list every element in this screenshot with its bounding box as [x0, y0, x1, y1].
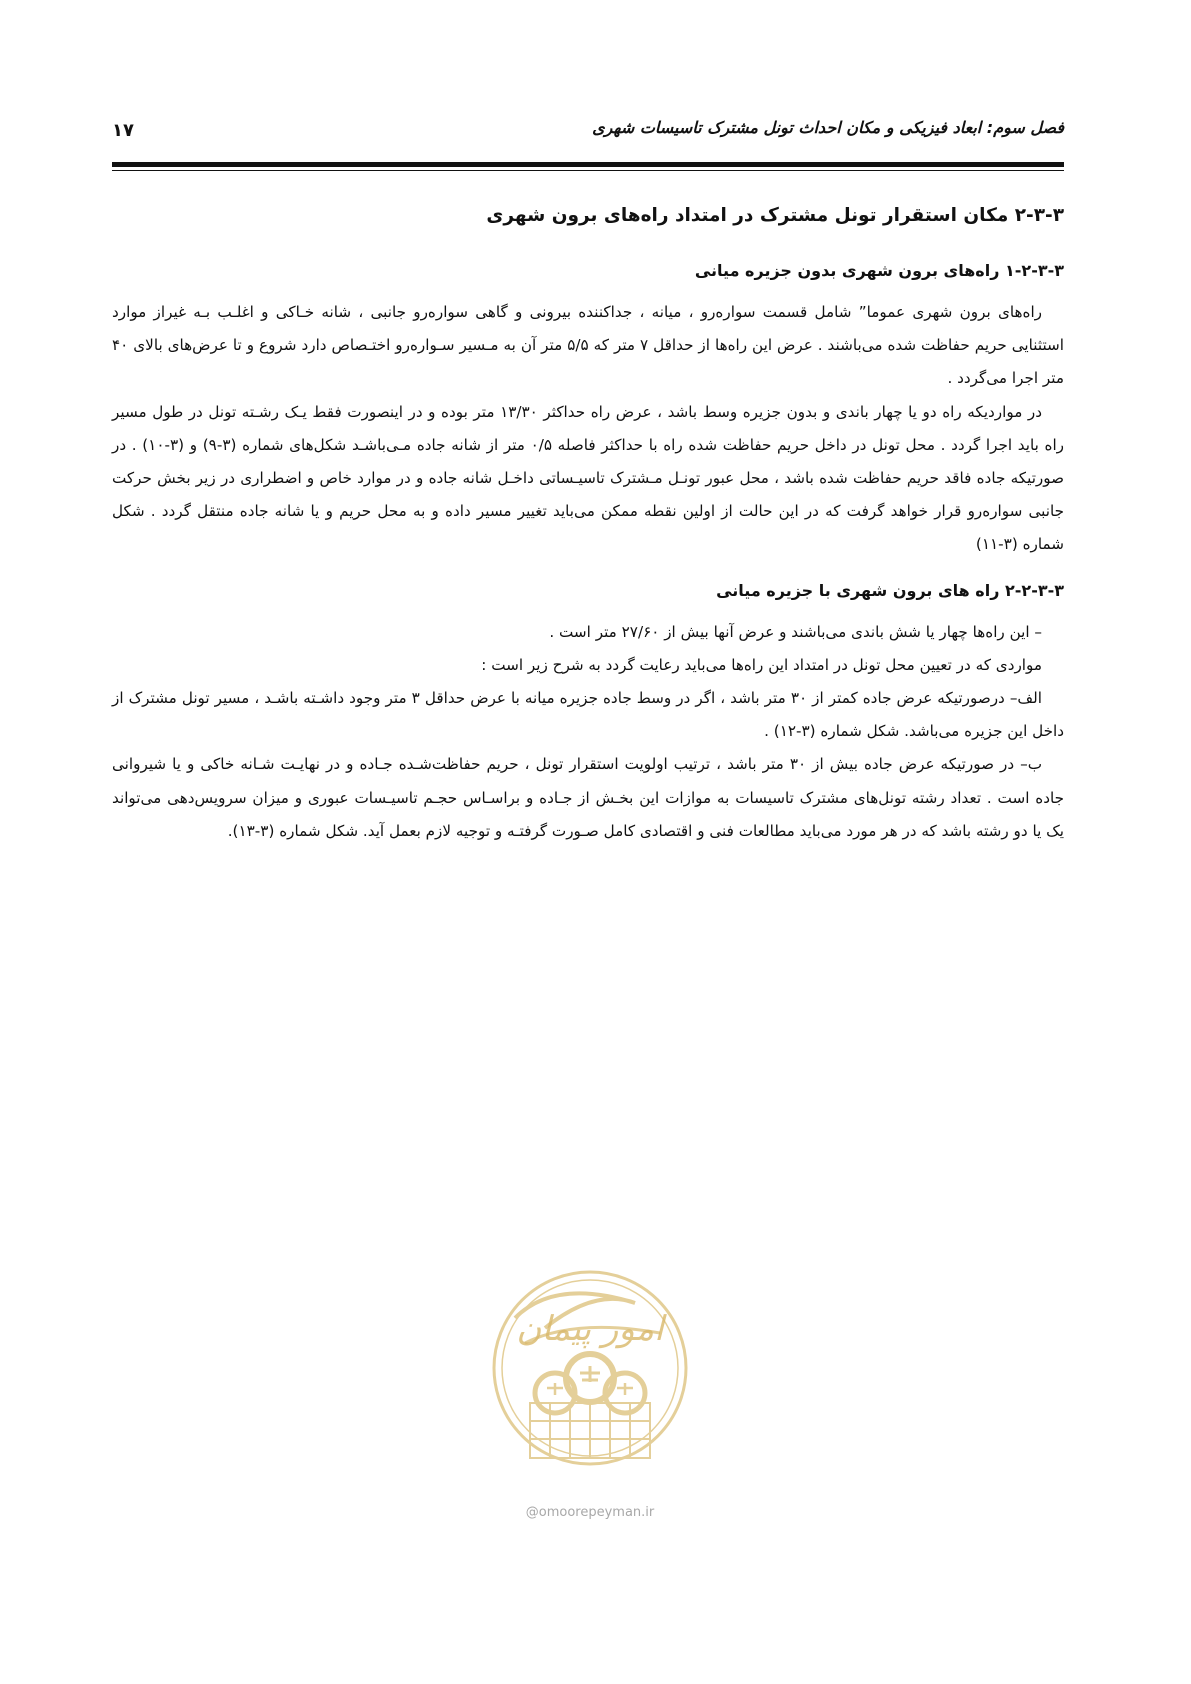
page-header — [112, 118, 1064, 152]
paragraph: راه‌های برون شهری عموما” شامل قسمت سواره‌رو ، میانه ، جداکننده بیرونی و گاهی سواره‌رو جانبی ، شانه خـاکی و اغلـب بـه غیراز موارد استثنایی حریم حفاظت شده می‌باشند . عرض این راه‌ها از حداقل ۷ متر که ۵/۵ متر آن به مـسیر سـواره‌رو اختـصاص دارد شروع و تا عرض‌های بالای ۴۰ متر اجرا می‌گردد . — [112, 303, 1064, 388]
logo-text: امور پیمان — [516, 1309, 664, 1349]
paragraph: ب– در صورتیکه عرض جاده بیش از ۳۰ متر باشد ، ترتیب اولویت استقرار تونل ، حریم حفاظت‌شـده جـاده و در نهایـت شـانه خاکی و یا شیروانی جاده است . تعداد رشته تونل‌های مشترک تاسیسات به موازات این بخـش از جـاده و براسـاس حجـم تاسیـسات عبوری و میزان سرویس‌دهی می‌تواند یک یا دو رشته باشد که در هر مورد می‌باید مطالعات فنی و اقتصادی کامل صـورت گرفتـه و توجیه لازم بعمل آید. شکل شماره (۳-۱۳). — [112, 755, 1064, 840]
subsection-heading-2: ۲-۲-۳-۳ راه های برون شهری با جزیره میانی — [716, 580, 1064, 600]
section-heading: ۲-۳-۳ مکان استقرار تونل مشترک در امتداد راه‌های برون شهری — [486, 205, 1064, 226]
paragraph: الف– درصورتیکه عرض جاده کمتر از ۳۰ متر باشد ، اگر در وسط جاده جزیره میانه با عرض حداقل ۳ متر وجود داشـته باشـد ، مسیر تونل مشترک از داخل این جزیره می‌باشد. شکل شماره (۳-۱۲) . — [112, 689, 1064, 741]
website-watermark: @omoorepeyman.ir — [525, 1505, 655, 1520]
list-item: – این راه‌ها چهار یا شش باندی می‌باشند و عرض آنها بیش از ۲۷/۶۰ متر است . — [549, 622, 1042, 641]
omoore-peyman-logo — [485, 1248, 695, 1498]
chapter-title: فصل سوم: ابعاد فیزیکی و مکان احداث تونل مشترک تاسیسات شهری — [592, 118, 1064, 137]
page-body — [112, 202, 1064, 848]
paragraph: در مواردیکه راه دو یا چهار باندی و بدون جزیره وسط باشد ، عرض راه حداکثر ۱۳/۳۰ متر بوده و در اینصورت فقط یـک رشـته تونل در طول مسیر راه باید اجرا گردد . محل تونل در داخل حریم حفاظت شده راه با حداکثر فاصله ۰/۵ متر از شانه جاده مـی‌باشـد شکل‌های شماره (۳-۹) و (۳-۱۰) . در صورتیکه جاده فاقد حریم حفاظت شده باشد ، محل عبور تونـل مـشترک تاسیـساتی داخـل شانه جاده و در موارد خاص و اضطراری در زیر بخش حرکت جانبی سواره‌رو قرار خواهد گرفت که در این حالت از اولین نقطه ممکن می‌باید تغییر مسیر داده و به محل حریم و یا شانه جاده منتقل گردد . شکل شماره (۳-۱۱) — [112, 402, 1064, 554]
page-number: ۱۷ — [112, 120, 134, 141]
subsection-heading-1: ۱-۲-۳-۳ راه‌های برون شهری بدون جزیره میانی — [694, 261, 1064, 280]
paragraph: مواردی که در تعیین محل تونل در امتداد این راه‌ها می‌باید رعایت گردد به شرح زیر است : — [481, 655, 1042, 674]
header-rule-thin — [112, 170, 1064, 171]
header-rule-thick — [112, 162, 1064, 167]
